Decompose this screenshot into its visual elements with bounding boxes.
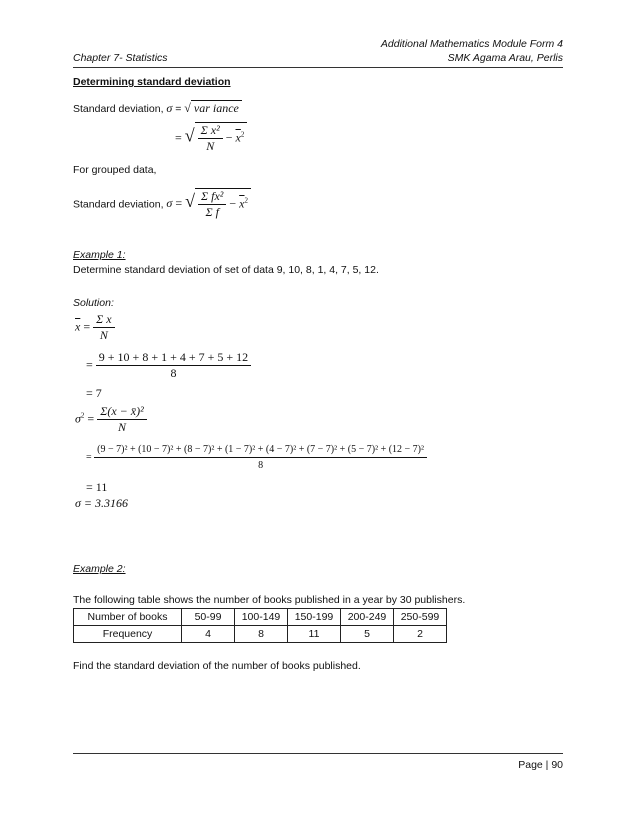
section-title: Determining standard deviation [73, 76, 231, 88]
grouped-definition: Standard deviation, σ = √ $\frac{\text{Σ fx²}}{\text{Σ f}}$ − $\overline{x}^2$ [73, 188, 251, 220]
example2-heading: Example 2: [73, 563, 126, 575]
var-num: Σ(x − x̄)² [97, 404, 146, 420]
page-number: Page | 90 [518, 759, 563, 771]
table-cell: Number of books [74, 609, 182, 626]
grouped-label: For grouped data, [73, 164, 157, 176]
sd-fraction-num: Σ x² [198, 123, 223, 139]
table-cell: 200-249 [341, 609, 394, 626]
sd-formula: = √ $\frac{\text{Σ x²}}{N}$ − $\overline{x}^2$ [175, 122, 247, 154]
variance-substitution: = (9 − 7)² + (10 − 7)² + (8 − 7)² + (1 − 7)² + (4 − 7)² + (7 − 7)² + (5 − 7)² + (12 − 7)² 8 [86, 442, 427, 473]
grouped-fraction-den: Σ f [205, 205, 219, 219]
sd-variance: var iance [191, 100, 242, 116]
mean-result: = 7 [86, 386, 102, 400]
table-cell: 50-99 [182, 609, 235, 626]
var-den: N [117, 420, 126, 434]
school-name: SMK Agama Arau, Perlis [447, 52, 563, 64]
module-title: Additional Mathematics Module Form 4 [380, 38, 563, 50]
table-cell: Frequency [74, 626, 182, 643]
table-cell: 8 [235, 626, 288, 643]
example1-heading: Example 1: [73, 249, 126, 261]
mean-den: N [99, 328, 108, 342]
sd-label: Standard deviation, [73, 103, 164, 115]
table-cell: 11 [288, 626, 341, 643]
mean-sub-den: 8 [170, 366, 177, 380]
example2-question: Find the standard deviation of the number of books published. [73, 660, 361, 672]
table-cell: 250-599 [394, 609, 447, 626]
books-table [73, 608, 447, 643]
variance-result: = 11 [86, 480, 108, 494]
example2-intro: The following table shows the number of books published in a year by 30 publishers. [73, 594, 466, 606]
sd-label-2: Standard deviation, [73, 198, 164, 211]
grouped-fraction-num: Σ fx² [198, 189, 226, 205]
sd-definition: Standard deviation, σ = √ var iance [73, 100, 242, 116]
table-cell: 150-199 [288, 609, 341, 626]
table-row [74, 626, 447, 643]
example1-question: Determine standard deviation of set of data 9, 10, 8, 1, 4, 7, 5, 12. [73, 264, 379, 276]
grouped-fraction [198, 189, 226, 220]
header-rule [73, 67, 563, 68]
sd-result: σ = 3.3166 [75, 496, 129, 510]
mean-sub-num: 9 + 10 + 8 + 1 + 4 + 7 + 5 + 12 [96, 350, 251, 366]
table-header-row [74, 609, 447, 626]
sigma-symbol: σ [166, 101, 173, 115]
var-sub-num: (9 − 7)² + (10 − 7)² + (8 − 7)² + (1 − 7)² + (4 − 7)² + (7 − 7)² + (5 − 7)² + (12 − 7)² [94, 442, 427, 458]
mean-num: Σ x [93, 312, 114, 328]
table-cell: 5 [341, 626, 394, 643]
table-cell: 2 [394, 626, 447, 643]
mean-formula: $\overline{x}$ = $\frac{\text{Σ x}}{N}$ [75, 312, 115, 343]
sd-fraction-den: N [206, 139, 215, 153]
var-sub-den: 8 [258, 460, 264, 471]
table-cell: 100-149 [235, 609, 288, 626]
sd-fraction [198, 123, 223, 154]
sqrt-sign: √ [184, 101, 191, 115]
table-cell: 4 [182, 626, 235, 643]
footer-rule [73, 753, 563, 754]
solution-label: Solution: [73, 297, 114, 309]
mean-substitution: = $\frac{9 + 10 + 8 + 1 + 4 + 7 + 5 + 12}{8}$ [86, 350, 251, 381]
chapter-title: Chapter 7- Statistics [73, 52, 168, 64]
variance-formula: $\sigma^2$ = $\frac{\text{Σ(x − x̄)²}}{N}$ [75, 404, 147, 435]
